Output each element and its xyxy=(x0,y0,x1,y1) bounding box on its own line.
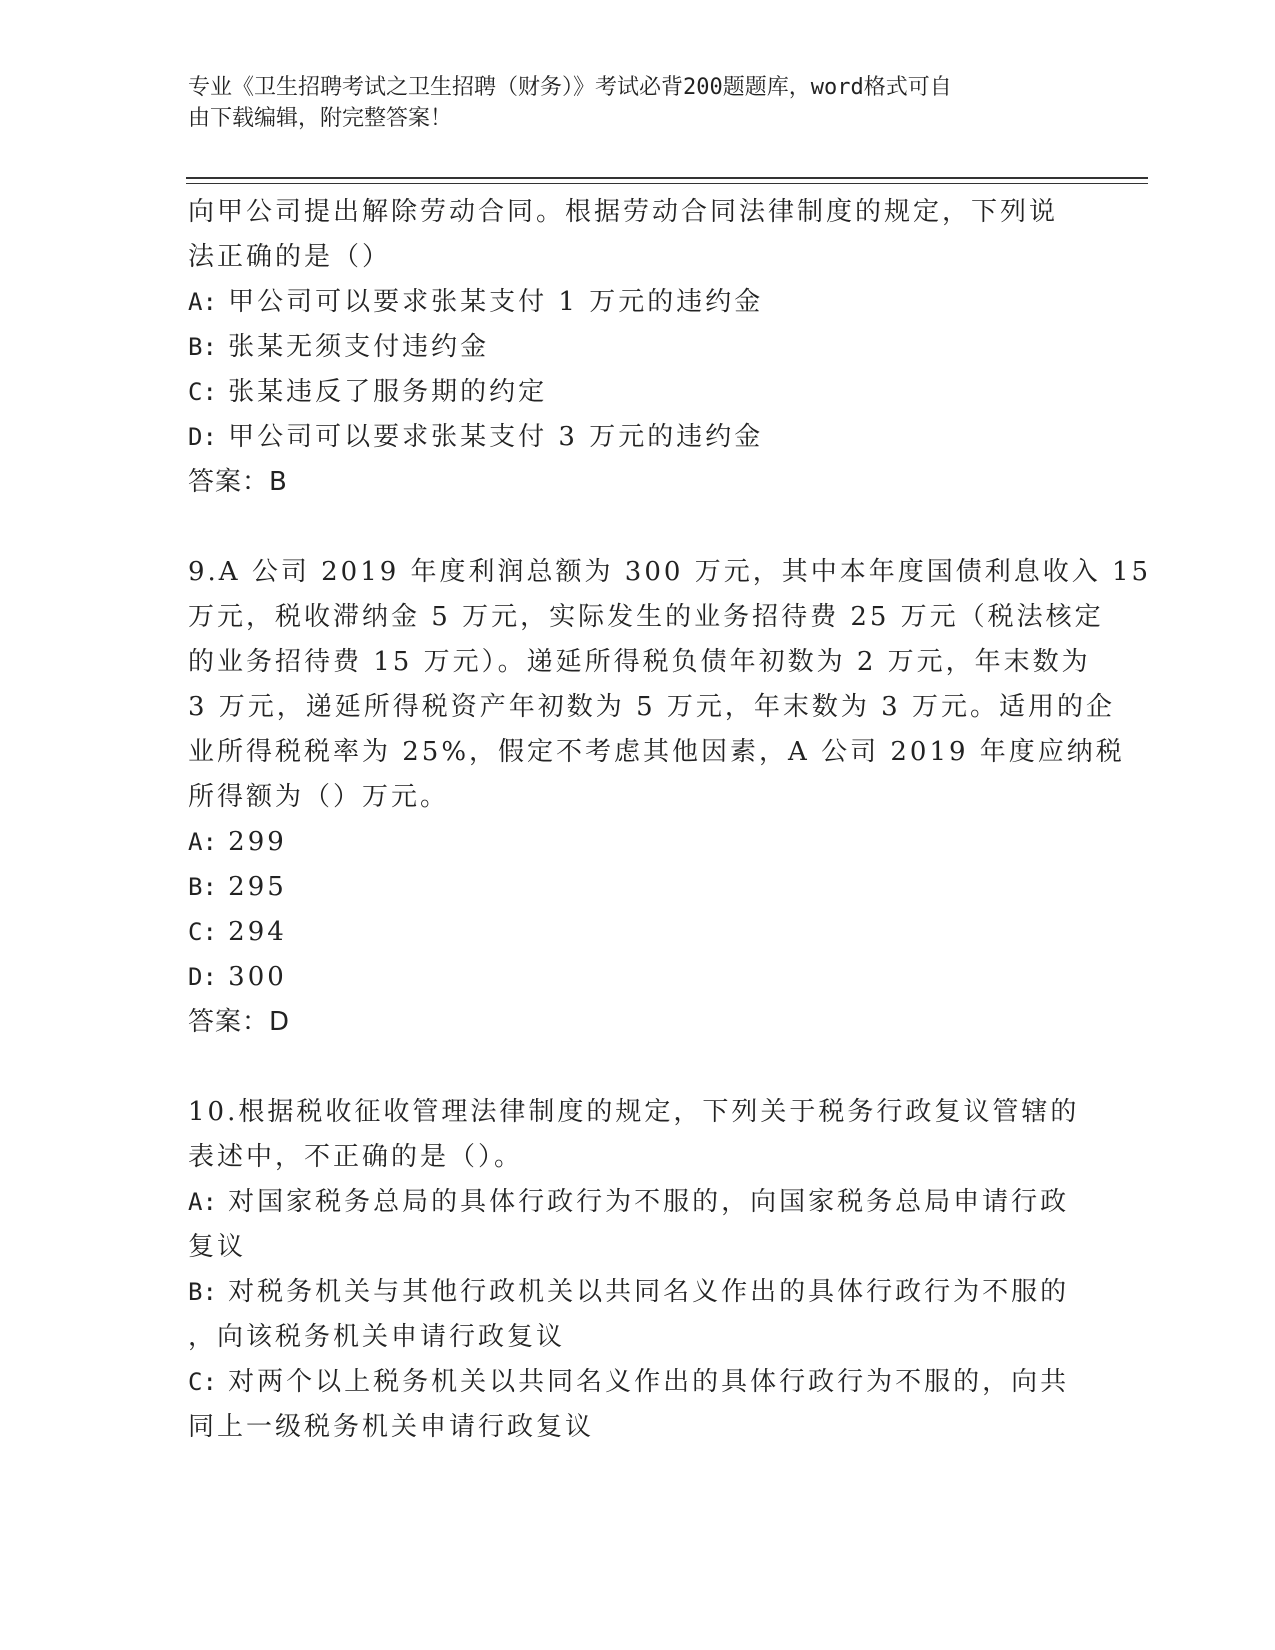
option-text: 294 xyxy=(216,917,287,947)
option-letter: B: xyxy=(188,1278,217,1306)
option-a-continued: 复议 xyxy=(188,1232,247,1262)
spacer xyxy=(188,505,1088,550)
question-stem-line: 所得额为（）万元。 xyxy=(188,782,450,812)
question-stem-line: 9.A 公司 2019 年度利润总额为 300 万元，其中本年度国债利息收入 15 xyxy=(188,557,1152,587)
header-line-2: 由下载编辑，附完整答案！ xyxy=(188,106,453,131)
header-divider-thick xyxy=(186,177,1148,179)
option-text: 张某无须支付违约金 xyxy=(216,332,490,362)
option-c xyxy=(188,1360,1088,1405)
document-header xyxy=(188,72,1068,134)
option-text: 张某违反了服务期的约定 xyxy=(216,377,548,407)
option-letter: A: xyxy=(188,828,217,856)
question-stem-line: 10.根据税收征收管理法律制度的规定，下列关于税务行政复议管辖的 xyxy=(188,1097,1080,1127)
option-letter: B: xyxy=(188,333,217,361)
option-b-continued: ，向该税务机关申请行政复议 xyxy=(188,1322,566,1352)
option-d xyxy=(188,415,1088,460)
option-letter: A: xyxy=(188,288,217,316)
option-c-continued: 同上一级税务机关申请行政复议 xyxy=(188,1412,595,1442)
option-a xyxy=(188,1180,1088,1225)
option-a xyxy=(188,820,1088,865)
question-stem-line: 3 万元，递延所得税资产年初数为 5 万元，年末数为 3 万元。适用的企 xyxy=(188,692,1115,722)
option-letter: A: xyxy=(188,1188,217,1216)
option-letter: D: xyxy=(188,423,217,451)
question-stem-line: 万元，税收滞纳金 5 万元，实际发生的业务招待费 25 万元（税法核定 xyxy=(188,602,1104,632)
answer-label: 答案：B xyxy=(188,467,288,497)
option-text: 甲公司可以要求张某支付 1 万元的违约金 xyxy=(216,287,764,317)
answer-label: 答案：D xyxy=(188,1007,291,1037)
question-10 xyxy=(188,1090,1088,1450)
spacer xyxy=(188,1045,1088,1090)
document-body xyxy=(188,190,1152,1450)
option-b xyxy=(188,865,1088,910)
option-text: 对国家税务总局的具体行政行为不服的，向国家税务总局申请行政 xyxy=(216,1187,1070,1217)
option-text: 对税务机关与其他行政机关以共同名义作出的具体行政行为不服的 xyxy=(216,1277,1070,1307)
option-b xyxy=(188,1270,1088,1315)
question-stem-line: 向甲公司提出解除劳动合同。根据劳动合同法律制度的规定，下列说 xyxy=(188,197,1059,227)
question-stem-line: 表述中，不正确的是（）。 xyxy=(188,1142,524,1172)
option-letter: C: xyxy=(188,918,217,946)
question-stem-line: 法正确的是（） xyxy=(188,242,392,272)
option-d xyxy=(188,955,1088,1000)
question-9 xyxy=(188,550,1152,1045)
option-a xyxy=(188,280,1088,325)
option-letter: C: xyxy=(188,378,217,406)
option-letter: D: xyxy=(188,963,217,991)
question-stem-line: 的业务招待费 15 万元）。递延所得税负债年初数为 2 万元，年末数为 xyxy=(188,647,1091,677)
option-letter: B: xyxy=(188,873,217,901)
option-text: 300 xyxy=(216,962,287,992)
option-letter: C: xyxy=(188,1368,217,1396)
option-text: 甲公司可以要求张某支付 3 万元的违约金 xyxy=(216,422,764,452)
option-text: 299 xyxy=(216,827,287,857)
option-b xyxy=(188,325,1088,370)
option-text: 295 xyxy=(216,872,287,902)
question-8 xyxy=(188,190,1088,505)
option-c xyxy=(188,910,1088,955)
option-text: 对两个以上税务机关以共同名义作出的具体行政行为不服的，向共 xyxy=(216,1367,1070,1397)
header-line-1: 专业《卫生招聘考试之卫生招聘（财务）》考试必背200题题库，word格式可自 xyxy=(188,75,952,100)
header-divider-thin xyxy=(186,183,1148,184)
option-c xyxy=(188,370,1088,415)
question-stem-line: 业所得税税率为 25%，假定不考虑其他因素，A 公司 2019 年度应纳税 xyxy=(188,737,1125,767)
